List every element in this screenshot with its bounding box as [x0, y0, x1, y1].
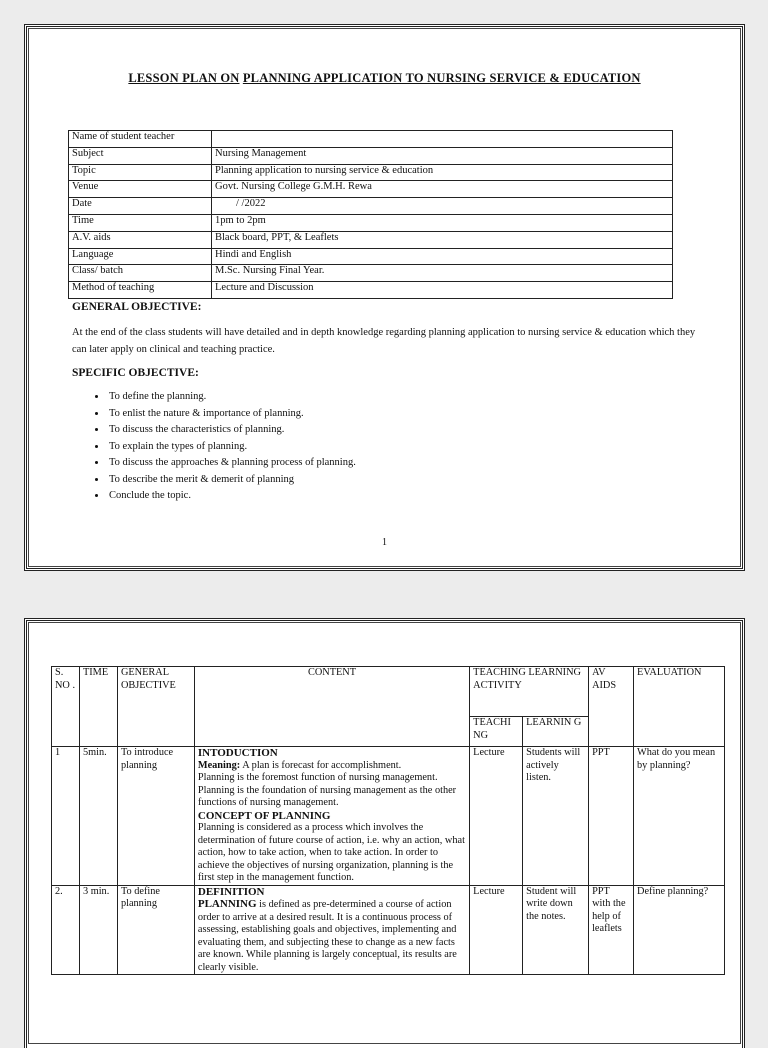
general-objective-text: At the end of the class students will have detailed and in depth knowledge regarding planning application to nursing service & education which they can later apply on clinical and teaching practice.: [72, 327, 696, 355]
row1-sno: 1: [52, 747, 80, 886]
row2-content: [194, 885, 469, 975]
header-av-aids: AV AIDS: [589, 667, 634, 747]
info-value: Nursing Management: [212, 147, 673, 164]
table-header-row: [52, 667, 725, 717]
row2-time: 3 min.: [79, 885, 117, 975]
row1-time: 5min.: [79, 747, 117, 886]
row1-teaching: Lecture: [470, 747, 523, 886]
row1-av: PPT: [589, 747, 634, 886]
info-row: [69, 147, 673, 164]
header-learning: LEARNIN G: [523, 717, 589, 747]
page-number: 1: [382, 537, 387, 548]
header-general-objective: GENERAL OBJECTIVE: [117, 667, 194, 747]
info-label: Method of teaching: [69, 282, 212, 299]
list-item: • To enlist the nature & importance of planning.: [107, 406, 356, 423]
info-label: Subject: [69, 147, 212, 164]
row2-av: PPT with the help of leaflets: [589, 885, 634, 975]
document-page-2: [24, 618, 745, 1048]
row1-heading: INTODUCTION: [197, 747, 278, 759]
info-value: Black board, PPT, & Leaflets: [212, 231, 673, 248]
info-label: Date: [69, 198, 212, 215]
row1-learning: Students will actively listen.: [523, 747, 589, 886]
table-row: [52, 747, 725, 886]
row2-definition: PLANNING is defined as pre-determined a course of action order to arrive at a desired result. It is a continuous process of assessing, establishing goals and objectives, implementing and evaluating them, and subjecting these to change as a new facts are known. While planning is largely conceptual, its results are clearly visible.: [197, 898, 457, 973]
info-row: [69, 265, 673, 282]
row1-objective: To introduce planning: [117, 747, 194, 886]
lesson-info-table: [68, 130, 673, 299]
info-label: Venue: [69, 181, 212, 198]
row2-sno: 2.: [52, 885, 80, 975]
row1-meaning: Meaning: A plan is forecast for accomplishment.: [197, 759, 402, 771]
header-sno: S. NO .: [52, 667, 80, 747]
info-row: [69, 214, 673, 231]
row2-evaluation: Define planning?: [634, 885, 725, 975]
info-row: [69, 248, 673, 265]
info-label: Time: [69, 214, 212, 231]
info-label: Name of student teacher: [69, 131, 212, 148]
info-row: [69, 198, 673, 215]
specific-objective-heading: SPECIFIC OBJECTIVE:: [72, 367, 199, 379]
header-teaching: TEACHI NG: [470, 717, 523, 747]
header-evaluation: EVALUATION: [634, 667, 725, 747]
list-item: • To define the planning.: [107, 389, 356, 406]
row1-concept-heading: CONCEPT OF PLANNING: [197, 809, 331, 822]
info-row: [69, 282, 673, 299]
info-value: [212, 131, 673, 148]
lesson-plan-title: LESSON PLAN ON PLANNING APPLICATION TO NURSING SERVICE & EDUCATION: [128, 71, 641, 85]
table-row: [52, 885, 725, 975]
info-label: A.V. aids: [69, 231, 212, 248]
header-content: CONTENT: [194, 667, 469, 747]
row1-para2: Planning is considered as a process which involves the determination of future course of action, i.e. why an action, what action, how to take action, when to take action. In order to achieve the objectives of nursing organization, planning is the first step in the management function.: [197, 822, 465, 883]
row2-heading: DEFINITION: [197, 885, 265, 898]
info-row: [69, 231, 673, 248]
info-value: Planning application to nursing service & education: [212, 164, 673, 181]
info-row: [69, 131, 673, 148]
row1-evaluation: What do you mean by planning?: [634, 747, 725, 886]
list-item: • Conclude the topic.: [107, 488, 356, 505]
info-row: [69, 164, 673, 181]
list-item: • To discuss the approaches & planning process of planning.: [107, 455, 356, 472]
info-value: Govt. Nursing College G.M.H. Rewa: [212, 181, 673, 198]
document-page-1: [24, 24, 745, 571]
info-value: / /2022: [212, 198, 673, 215]
row1-content: [194, 747, 469, 886]
info-row: [69, 181, 673, 198]
list-item: • To explain the types of planning.: [107, 439, 356, 456]
list-item: • To describe the merit & demerit of planning: [107, 472, 356, 489]
info-value: 1pm to 2pm: [212, 214, 673, 231]
header-teaching-learning-activity: TEACHING LEARNING ACTIVITY: [470, 667, 589, 717]
general-objective-heading: GENERAL OBJECTIVE:: [72, 301, 202, 313]
row1-para1: Planning is the foremost function of nursing management. Planning is the foundation of nursing management as the other functions of nursing management.: [197, 772, 457, 808]
info-label: Topic: [69, 164, 212, 181]
row2-learning: Student will write down the notes.: [523, 885, 589, 975]
row2-teaching: Lecture: [470, 885, 523, 975]
info-label: Language: [69, 248, 212, 265]
lesson-plan-table: [51, 666, 725, 975]
header-time: TIME: [79, 667, 117, 747]
info-value: M.Sc. Nursing Final Year.: [212, 265, 673, 282]
row2-objective: To define planning: [117, 885, 194, 975]
list-item: • To discuss the characteristics of planning.: [107, 422, 356, 439]
info-value: Hindi and English: [212, 248, 673, 265]
specific-objectives-list: [87, 389, 356, 505]
info-value: Lecture and Discussion: [212, 282, 673, 299]
info-label: Class/ batch: [69, 265, 212, 282]
